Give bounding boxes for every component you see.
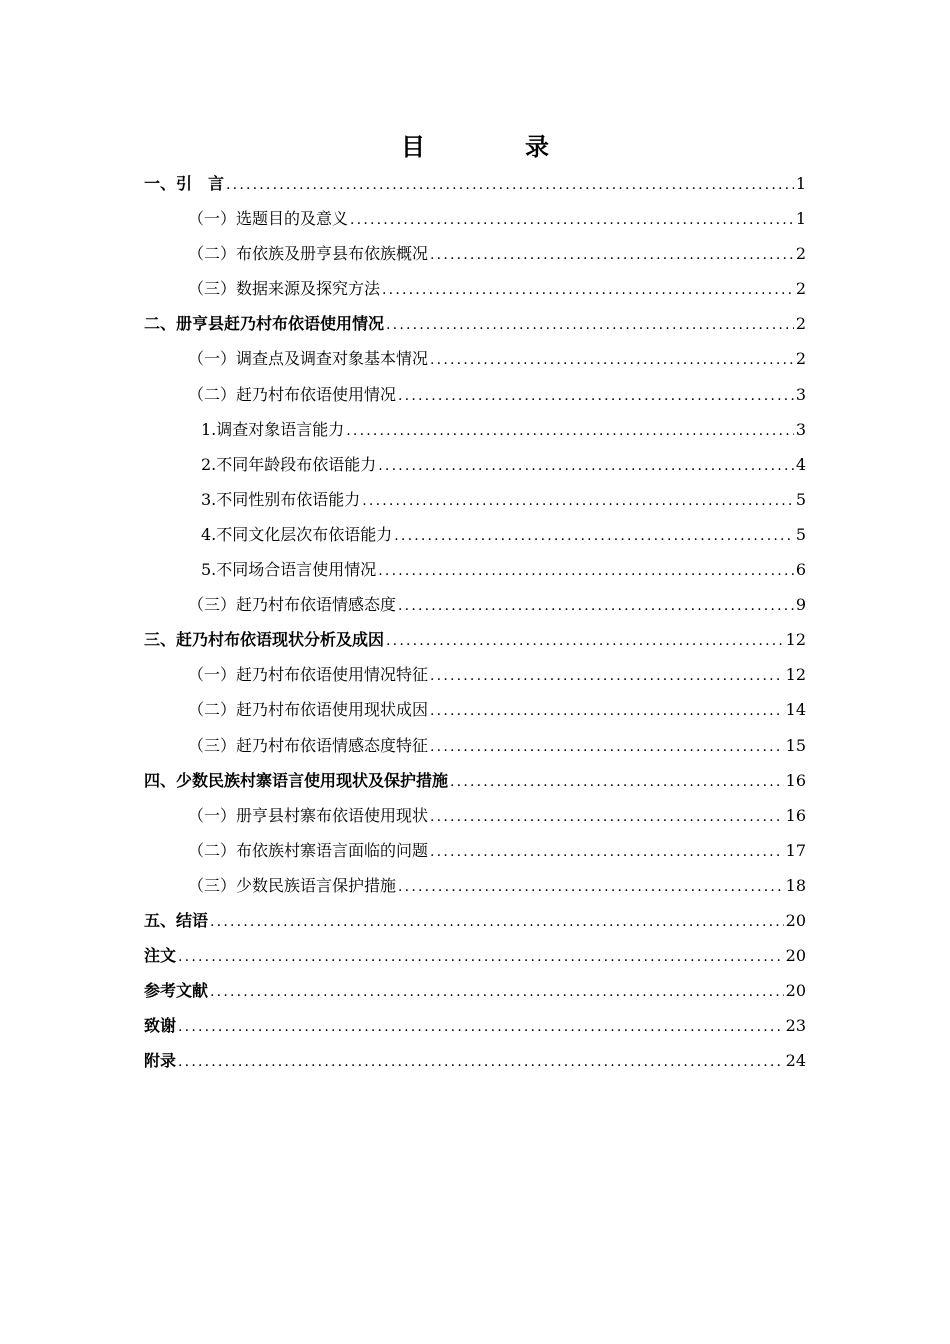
toc-dot-leader bbox=[346, 414, 794, 449]
toc-entry-title: 2.不同年龄段布依语能力 bbox=[201, 454, 377, 474]
toc-entry[interactable] bbox=[144, 236, 806, 271]
toc-entry-title: 附录 bbox=[144, 1051, 177, 1071]
toc-page-number: 24 bbox=[785, 1051, 806, 1071]
toc-page-number: 16 bbox=[785, 805, 806, 825]
toc-dot-leader bbox=[178, 940, 784, 975]
toc-entry-title: 四、少数民族村寨语言使用现状及保护措施 bbox=[144, 770, 449, 790]
toc-dot-leader bbox=[430, 694, 784, 729]
toc-dot-leader bbox=[450, 765, 784, 800]
toc-page-number: 2 bbox=[795, 314, 806, 334]
toc-page-number: 5 bbox=[795, 489, 806, 509]
toc-entry-title: （一）调查点及调查对象基本情况 bbox=[188, 349, 429, 369]
toc-entry[interactable] bbox=[144, 763, 806, 798]
toc-page-number: 5 bbox=[795, 524, 806, 544]
toc-entry-title: （二）赶乃村布依语使用情况 bbox=[188, 384, 397, 404]
toc-dot-leader bbox=[430, 659, 784, 694]
toc-entry[interactable] bbox=[144, 482, 806, 517]
toc-entry-title: 1.调查对象语言能力 bbox=[201, 419, 345, 439]
toc-entry-title: （二）布依族村寨语言面临的问题 bbox=[188, 840, 429, 860]
toc-dot-leader bbox=[386, 624, 784, 659]
toc-page-number: 12 bbox=[785, 630, 806, 650]
toc-entry[interactable] bbox=[144, 1008, 806, 1043]
toc-dot-leader bbox=[378, 554, 794, 589]
toc-page-number: 12 bbox=[785, 665, 806, 685]
toc-dot-leader bbox=[430, 730, 784, 765]
toc-entry-title: 三、赶乃村布依语现状分析及成因 bbox=[144, 630, 385, 650]
toc-page-number: 15 bbox=[785, 735, 806, 755]
toc-entry-title: 4.不同文化层次布依语能力 bbox=[201, 524, 393, 544]
toc-dot-leader bbox=[210, 975, 784, 1010]
toc-entry-title: （一）册亨县村寨布依语使用现状 bbox=[188, 805, 429, 825]
toc-dot-leader bbox=[398, 589, 794, 624]
toc-page-number: 20 bbox=[785, 910, 806, 930]
toc-entry[interactable] bbox=[144, 447, 806, 482]
toc-page-number: 20 bbox=[785, 946, 806, 966]
toc-dot-leader bbox=[382, 273, 794, 308]
page-title: 目 录 bbox=[401, 133, 587, 162]
toc-entry[interactable] bbox=[144, 1043, 806, 1078]
toc-dot-leader bbox=[398, 379, 794, 414]
toc-page-number: 23 bbox=[785, 1016, 806, 1036]
toc-page-number: 2 bbox=[795, 244, 806, 264]
toc-dot-leader bbox=[394, 519, 794, 554]
toc-dot-leader bbox=[378, 449, 794, 484]
toc-page-number: 3 bbox=[795, 419, 806, 439]
toc-entry[interactable] bbox=[144, 868, 806, 903]
toc-page-number: 2 bbox=[795, 279, 806, 299]
toc-entry[interactable] bbox=[144, 306, 806, 341]
toc-dot-leader bbox=[430, 800, 784, 835]
toc-entry[interactable] bbox=[144, 587, 806, 622]
toc-entry-title: 二、册亨县赶乃村布依语使用情况 bbox=[144, 314, 385, 334]
toc-dot-leader bbox=[386, 308, 794, 343]
toc-dot-leader bbox=[226, 168, 794, 203]
toc-page-number: 1 bbox=[795, 174, 806, 193]
toc-entry-title: 一、引 言 bbox=[144, 174, 225, 193]
toc-entry-title: 致谢 bbox=[144, 1016, 177, 1036]
toc-entry[interactable] bbox=[144, 973, 806, 1008]
toc-page-number: 4 bbox=[795, 454, 806, 474]
toc-page-number: 9 bbox=[795, 595, 806, 615]
toc-entry-title: 5.不同场合语言使用情况 bbox=[201, 560, 377, 580]
toc-dot-leader bbox=[430, 835, 784, 870]
toc-entry-title: （二）布依族及册亨县布依族概况 bbox=[188, 244, 429, 264]
toc-page-number: 20 bbox=[785, 981, 806, 1001]
toc-dot-leader bbox=[362, 484, 794, 519]
toc-dot-leader bbox=[430, 238, 794, 273]
toc-dot-leader bbox=[178, 1045, 784, 1080]
toc-entry[interactable] bbox=[144, 517, 806, 552]
toc-dot-leader bbox=[430, 343, 794, 378]
toc-entry[interactable] bbox=[144, 166, 806, 201]
toc-page-number: 14 bbox=[785, 700, 806, 720]
toc-entry[interactable] bbox=[144, 341, 806, 376]
toc-entry[interactable] bbox=[144, 412, 806, 447]
toc-dot-leader bbox=[398, 870, 784, 905]
toc-entry[interactable] bbox=[144, 271, 806, 306]
toc-entry-title: 注文 bbox=[144, 946, 177, 966]
toc-entry[interactable] bbox=[144, 903, 806, 938]
toc-entry[interactable] bbox=[144, 692, 806, 727]
toc-entry[interactable] bbox=[144, 657, 806, 692]
toc-entry-title: （三）赶乃村布依语情感态度 bbox=[188, 595, 397, 615]
toc-entry[interactable] bbox=[144, 938, 806, 973]
toc-page-number: 18 bbox=[785, 875, 806, 895]
toc-entry-title: 五、结语 bbox=[144, 910, 209, 930]
toc-dot-leader bbox=[178, 1010, 784, 1045]
toc-entry-title: （三）赶乃村布依语情感态度特征 bbox=[188, 735, 429, 755]
toc-page-number: 16 bbox=[785, 770, 806, 790]
toc-entry[interactable] bbox=[144, 201, 806, 236]
toc-entry-title: （三）少数民族语言保护措施 bbox=[188, 875, 397, 895]
toc-page-number: 1 bbox=[795, 209, 806, 229]
toc-page-number: 3 bbox=[795, 384, 806, 404]
toc-dot-leader bbox=[210, 905, 784, 940]
toc-entry-title: 参考文献 bbox=[144, 981, 209, 1001]
toc-entry[interactable] bbox=[144, 622, 806, 657]
toc-entry-title: （三）数据来源及探究方法 bbox=[188, 279, 381, 299]
table-of-contents bbox=[144, 166, 806, 1078]
toc-entry[interactable] bbox=[144, 552, 806, 587]
toc-entry[interactable] bbox=[144, 377, 806, 412]
toc-entry-title: （一）赶乃村布依语使用情况特征 bbox=[188, 665, 429, 685]
toc-entry-title: （二）赶乃村布依语使用现状成因 bbox=[188, 700, 429, 720]
toc-page-number: 17 bbox=[785, 840, 806, 860]
toc-dot-leader bbox=[350, 203, 794, 238]
toc-entry[interactable] bbox=[144, 728, 806, 763]
toc-entry-title: 3.不同性别布依语能力 bbox=[201, 489, 361, 509]
toc-page-number: 6 bbox=[795, 560, 806, 580]
toc-page-number: 2 bbox=[795, 349, 806, 369]
toc-entry-title: （一）选题目的及意义 bbox=[188, 209, 349, 229]
toc-entry[interactable] bbox=[144, 798, 806, 833]
toc-entry[interactable] bbox=[144, 833, 806, 868]
